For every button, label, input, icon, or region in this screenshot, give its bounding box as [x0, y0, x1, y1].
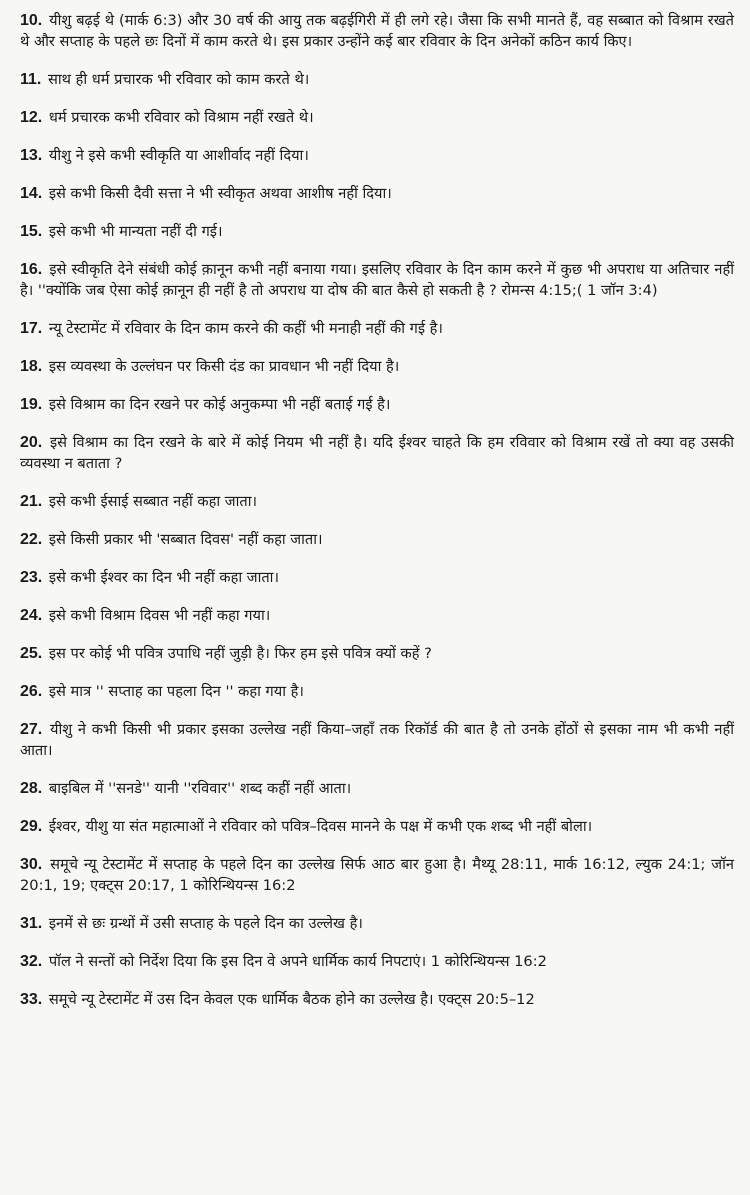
item-number: 24. — [20, 607, 43, 624]
list-item — [20, 432, 734, 474]
item-text: ईश्वर, यीशु या संत महात्माओं ने रविवार को पवित्र–दिवस मानने के पक्ष में कभी एक शब्द भी नहीं बोला। — [48, 818, 593, 835]
item-number: 14. — [20, 185, 43, 202]
item-text: इसे कभी भी मान्यता नहीं दी गई। — [48, 223, 223, 240]
item-number: 17. — [20, 320, 43, 337]
list-item — [20, 145, 734, 166]
item-number: 29. — [20, 818, 43, 835]
item-text: इसे कभी ईसाई सब्बात नहीं कहा जाता। — [48, 493, 258, 510]
list-item — [20, 854, 734, 896]
item-number: 13. — [20, 147, 43, 164]
item-number: 12. — [20, 109, 43, 126]
item-number: 31. — [20, 915, 43, 932]
list-item — [20, 567, 734, 588]
list-item — [20, 529, 734, 550]
list-item — [20, 356, 734, 377]
item-text: समूचे न्यू टेस्टामेंट में सप्ताह के पहले दिन का उल्लेख सिर्फ आठ बार हुआ है। मैथ्यू 28:11, मार्क 16:12, ल्युक 24:1; जॉन 20:1, 19; एक्ट्स 20:17, 1 कोरिन्थियन्स 16:2 — [20, 856, 735, 894]
item-text: इसे विश्राम का दिन रखने के बारे में कोई नियम भी नहीं है। यदि ईश्वर चाहते कि हम रविवार को विश्राम रखें तो क्या वह उसकी व्यवस्था न बताता ? — [20, 434, 734, 472]
list-item — [20, 107, 734, 128]
item-number: 10. — [20, 12, 43, 29]
item-text: पॉल ने सन्तों को निर्देश दिया कि इस दिन वे अपने धार्मिक कार्य निपटाएं। 1 कोरिन्थियन्स 16:2 — [48, 953, 547, 970]
item-text: इसे स्वीकृति देने संबंधी कोई क़ानून कभी नहीं बनाया गया। इसलिए रविवार के दिन काम करने में कुछ भी अपराध या अतिचार नहीं है। ''क्योंकि जब ऐसा कोई क़ानून ही नहीं है तो अपराध या दोष की बात कैसे हो सकती है ? रोमन्स 4:15;( 1 जॉन 3:4) — [20, 261, 734, 299]
item-number: 23. — [20, 569, 43, 586]
list-item — [20, 681, 734, 702]
list-item — [20, 989, 734, 1010]
item-number: 19. — [20, 396, 43, 413]
item-number: 15. — [20, 223, 43, 240]
item-number: 21. — [20, 493, 43, 510]
item-text: बाइबिल में ''सनडे'' यानी ''रविवार'' शब्द कहीं नहीं आता। — [48, 780, 352, 797]
item-text: यीशु ने इसे कभी स्वीकृति या आशीर्वाद नहीं दिया। — [48, 147, 309, 164]
list-item — [20, 643, 734, 664]
list-item — [20, 394, 734, 415]
item-text: इस पर कोई भी पवित्र उपाधि नहीं जुड़ी है। फिर हम इसे पवित्र क्यों कहें ? — [48, 645, 432, 662]
item-text: न्यू टेस्टामेंट में रविवार के दिन काम करने की कहीं भी मनाही नहीं की गई है। — [48, 320, 443, 337]
item-text: इसे किसी प्रकार भी 'सब्बात दिवस' नहीं कहा जाता। — [48, 531, 323, 548]
item-text: इसे कभी किसी दैवी सत्ता ने भी स्वीकृत अथवा आशीष नहीं दिया। — [48, 185, 392, 202]
item-number: 28. — [20, 780, 43, 797]
item-text: इसे मात्र '' सप्ताह का पहला दिन '' कहा गया है। — [48, 683, 304, 700]
item-number: 11. — [20, 71, 42, 88]
list-item — [20, 259, 734, 301]
item-number: 26. — [20, 683, 43, 700]
list-item — [20, 719, 734, 761]
list-item — [20, 183, 734, 204]
list-item — [20, 778, 734, 799]
list-item — [20, 605, 734, 626]
list-item — [20, 221, 734, 242]
list-item — [20, 491, 734, 512]
item-text: यीशु ने कभी किसी भी प्रकार इसका उल्लेख नहीं किया–जहाँ तक रिकॉर्ड की बात है तो उनके होंठों से इसका नाम भी कभी नहीं आता। — [20, 721, 734, 759]
item-text: यीशु बढ़ई थे (मार्क 6:3) और 30 वर्ष की आयु तक बढ़ईगिरी में ही लगे रहे। जैसा कि सभी मानते हैं, वह सब्बात को विश्राम रखते थे और सप्ताह के पहले छः दिनों में काम करते थे। इस प्रकार उन्होंने कई बार रविवार के दिन अनेकों कठिन कार्य किए। — [20, 12, 734, 50]
item-number: 32. — [20, 953, 43, 970]
item-text: समूचे न्यू टेस्टामेंट में उस दिन केवल एक धार्मिक बैठक होने का उल्लेख है। एक्ट्स 20:5–12 — [48, 991, 535, 1008]
item-text: इसे कभी विश्राम दिवस भी नहीं कहा गया। — [48, 607, 271, 624]
item-number: 30. — [20, 856, 43, 873]
item-number: 25. — [20, 645, 43, 662]
item-number: 16. — [20, 261, 43, 278]
item-number: 22. — [20, 531, 43, 548]
item-text: धर्म प्रचारक कभी रविवार को विश्राम नहीं रखते थे। — [48, 109, 314, 126]
list-item — [20, 951, 734, 972]
item-number: 27. — [20, 721, 43, 738]
item-text: इस व्यवस्था के उल्लंघन पर किसी दंड का प्रावधान भी नहीं दिया है। — [48, 358, 400, 375]
list-item — [20, 816, 734, 837]
list-item — [20, 10, 734, 52]
list-item — [20, 318, 734, 339]
item-text: इसे कभी ईश्वर का दिन भी नहीं कहा जाता। — [48, 569, 279, 586]
item-text: इसे विश्राम का दिन रखने पर कोई अनुकम्पा भी नहीं बताई गई है। — [48, 396, 391, 413]
item-number: 20. — [20, 434, 43, 451]
item-text: इनमें से छः ग्रन्थों में उसी सप्ताह के पहले दिन का उल्लेख है। — [48, 915, 363, 932]
item-text: साथ ही धर्म प्रचारक भी रविवार को काम करते थे। — [48, 71, 310, 88]
item-number: 33. — [20, 991, 43, 1008]
list-item — [20, 913, 734, 934]
list-item — [20, 69, 734, 90]
item-number: 18. — [20, 358, 43, 375]
